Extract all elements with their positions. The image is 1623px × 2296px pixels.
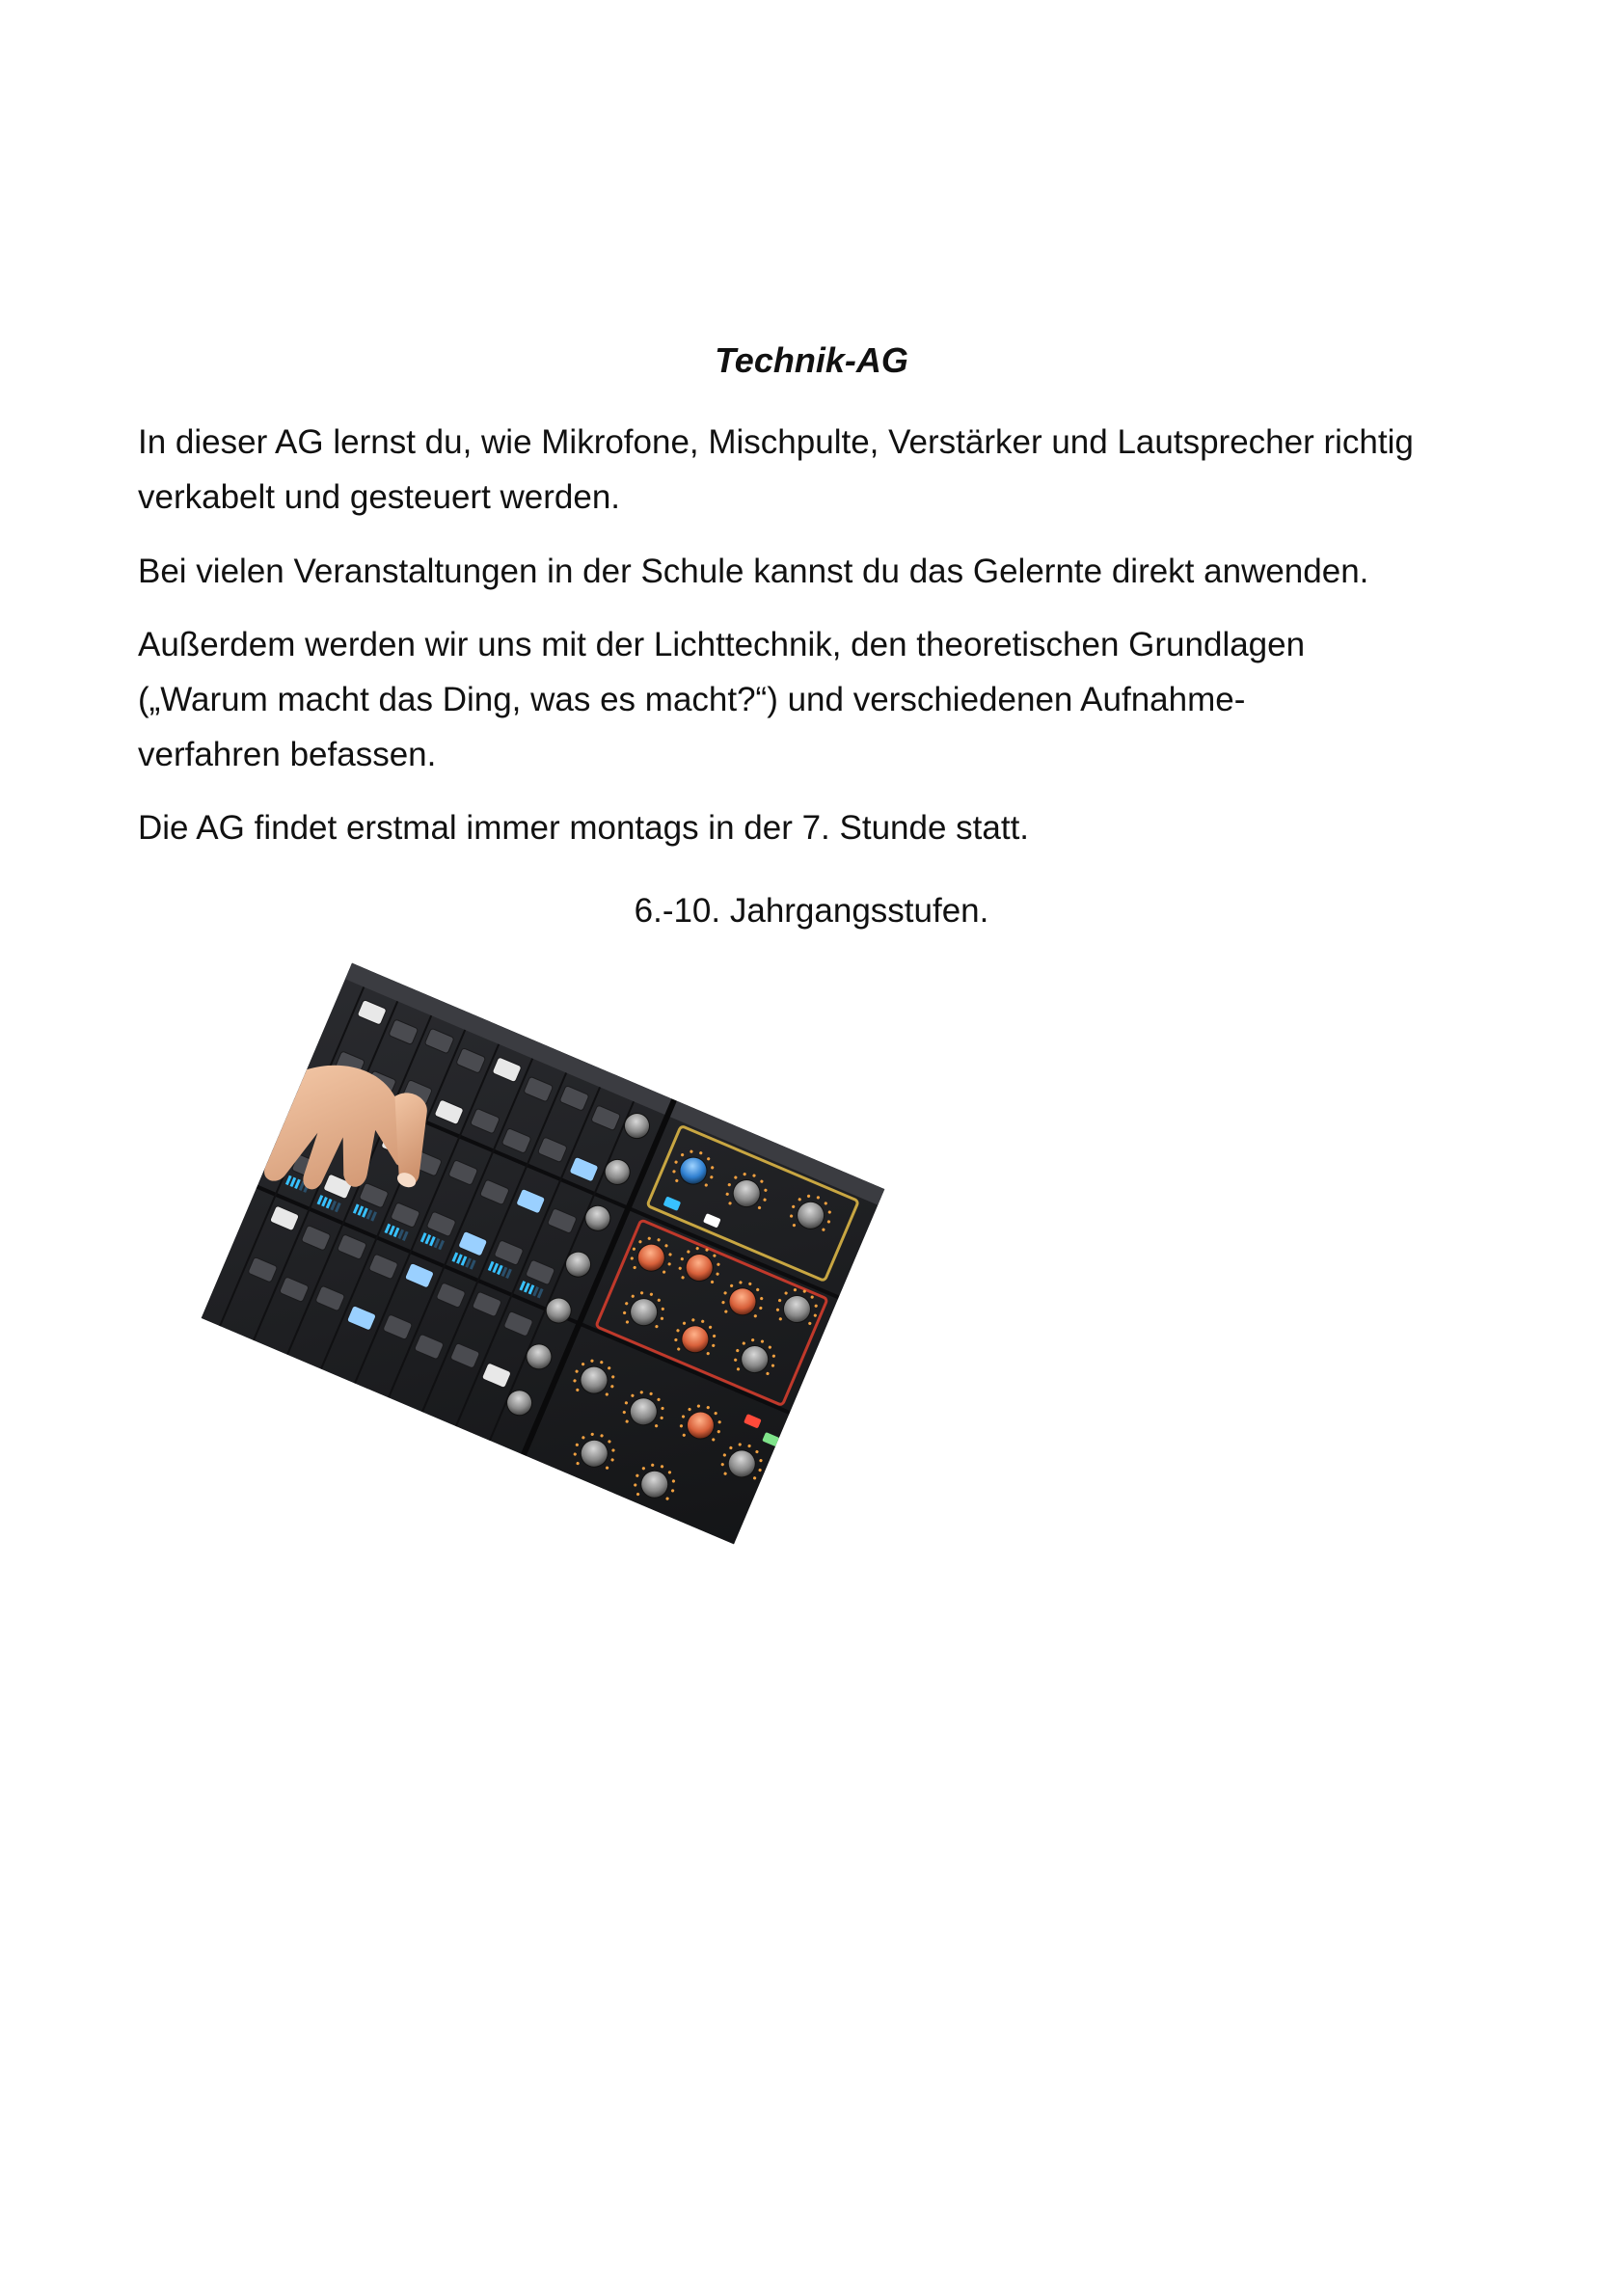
mixing-console-photo	[202, 963, 885, 1545]
paragraph-topics: Außerdem werden wir uns mit der Lichttechnik, den theoretischen Grundlagen („Warum macht das Ding, was es macht?“) und verschiedenen Aufnahme-verfahren befassen.	[138, 626, 1306, 773]
mixing-console-image	[201, 969, 885, 1538]
paragraph-schedule: Die AG findet erstmal immer montags in der 7. Stunde statt.	[138, 809, 1030, 847]
grade-levels: 6.-10. Jahrgangsstufen.	[634, 892, 989, 930]
paragraph-events: Bei vielen Veranstaltungen in der Schule kannst du das Gelernte direkt anwenden.	[138, 553, 1369, 590]
document-title: Technik-AG	[715, 340, 908, 380]
paragraph-intro: In dieser AG lernst du, wie Mikrofone, Mischpulte, Verstärker und Lautsprecher richtig verkabelt und gesteuert werden.	[138, 423, 1414, 516]
